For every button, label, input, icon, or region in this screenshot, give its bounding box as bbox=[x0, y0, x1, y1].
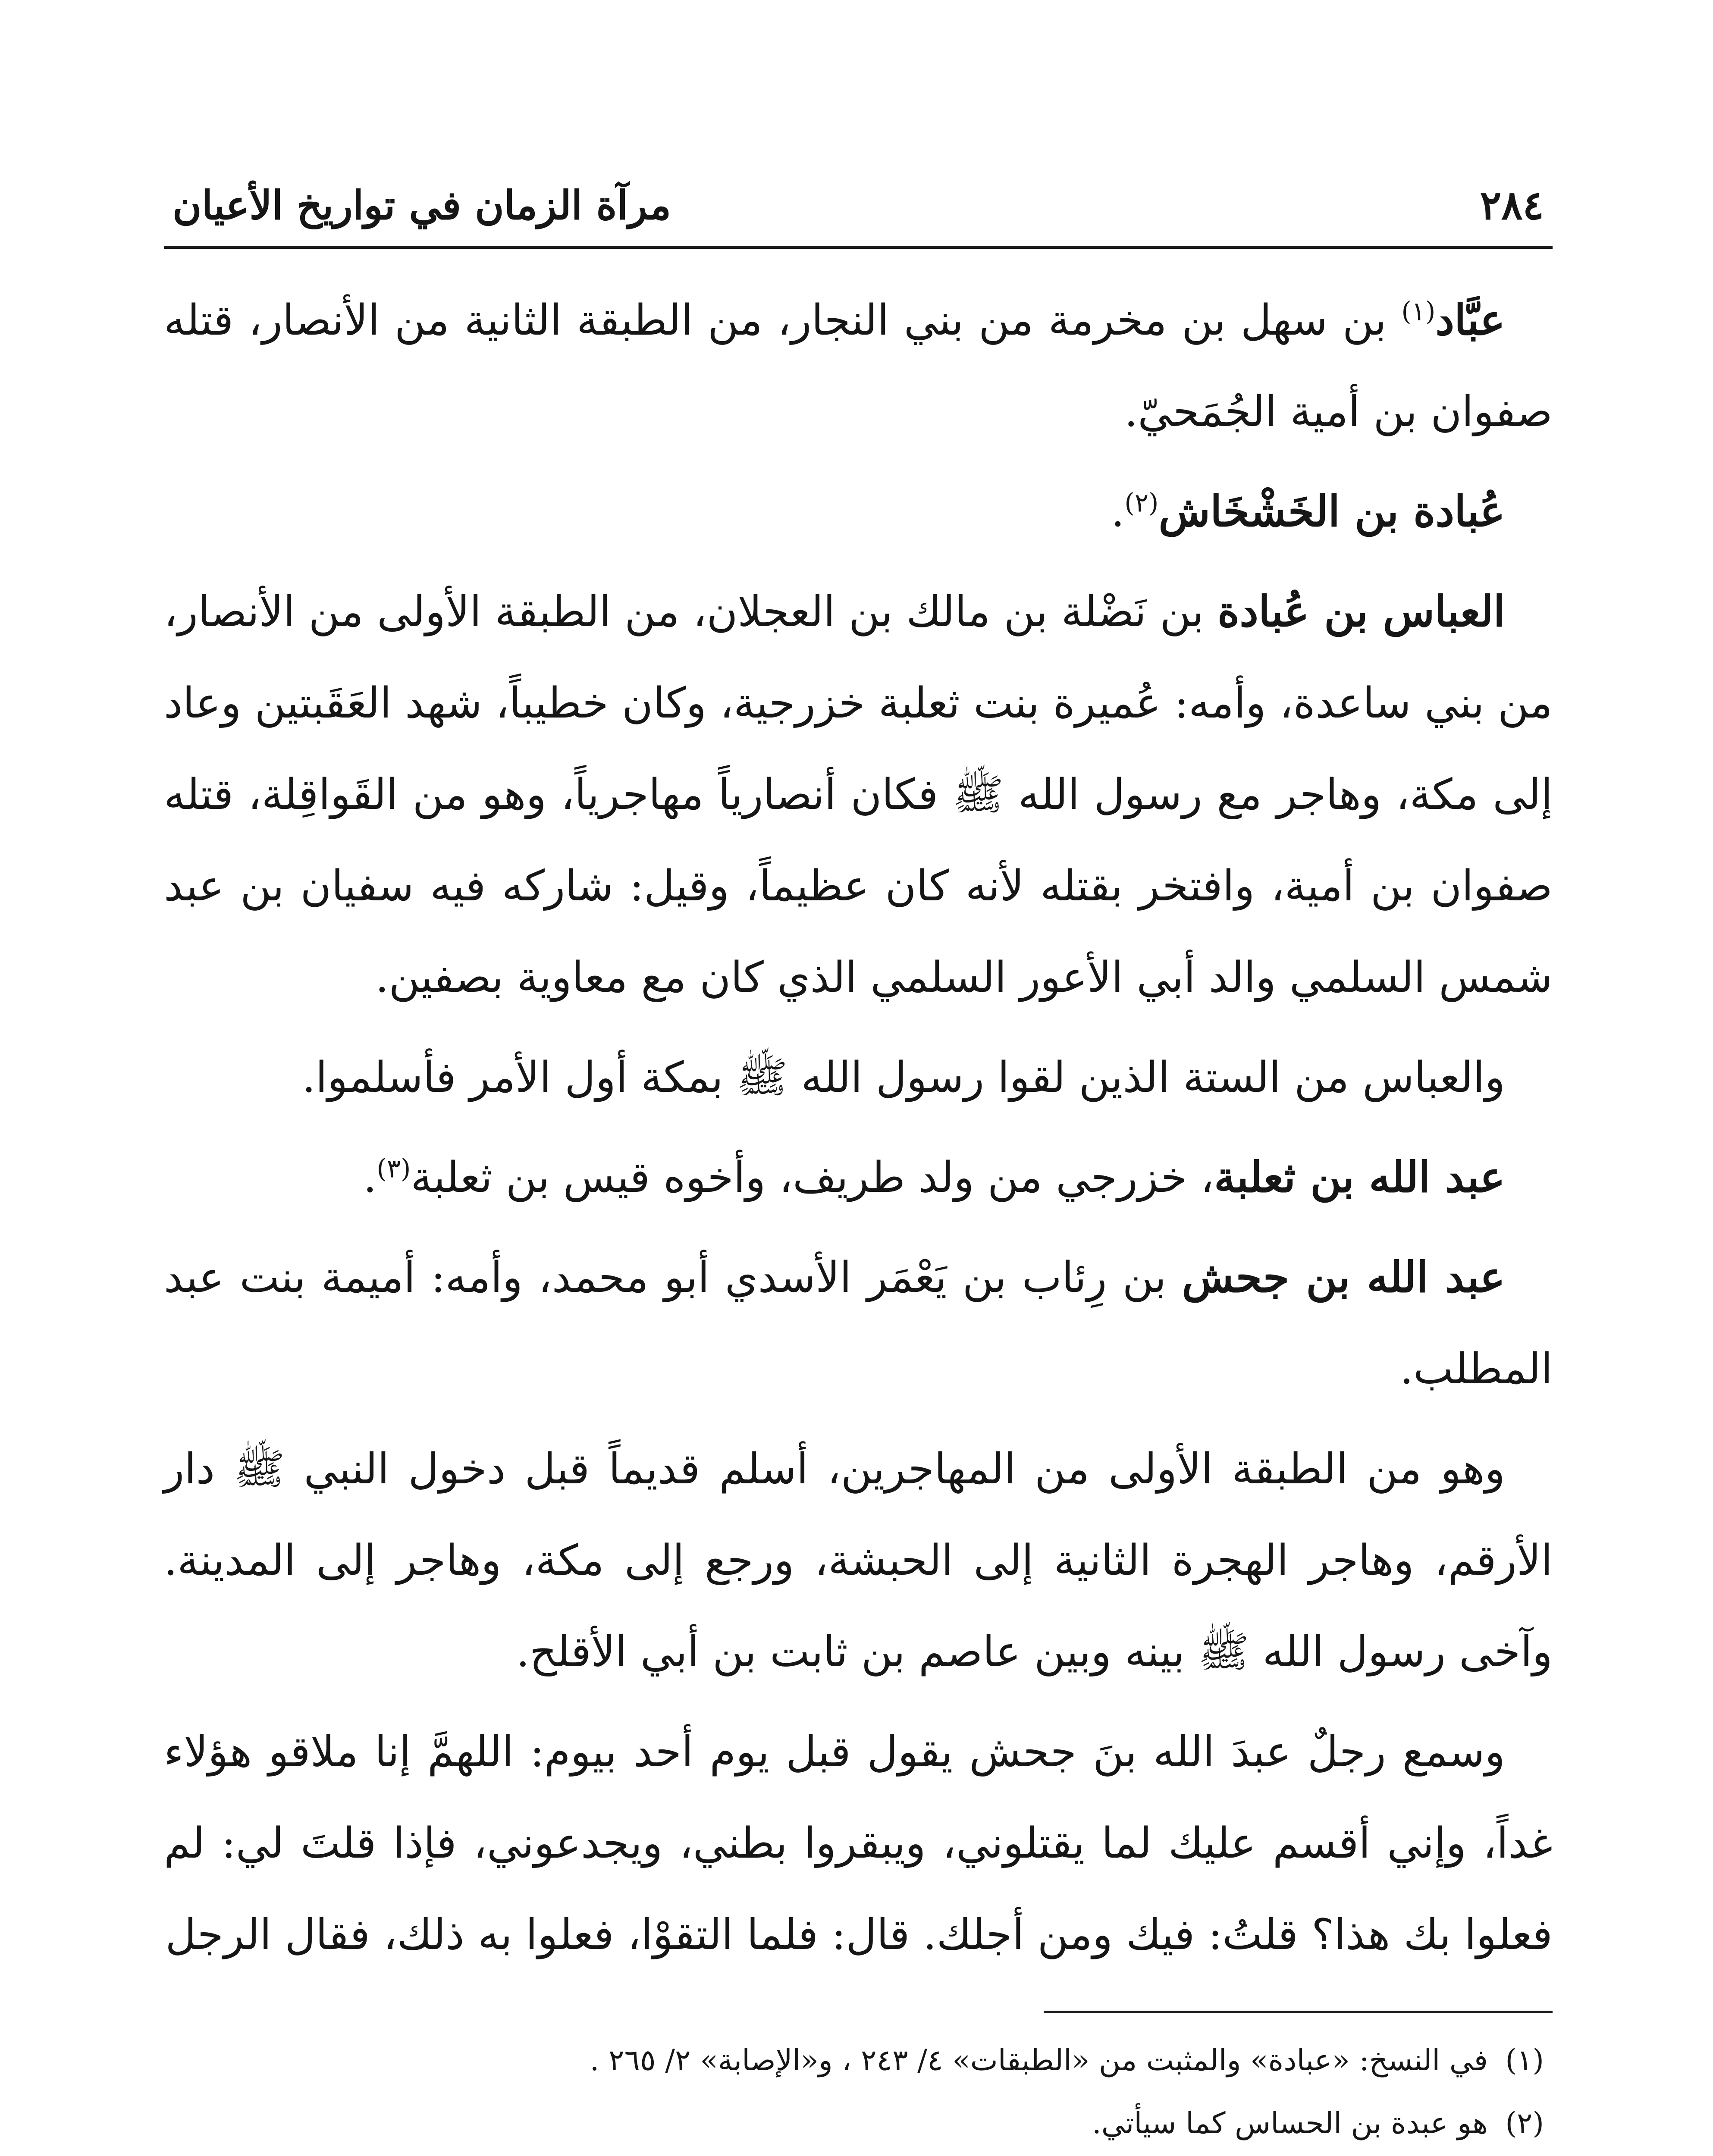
entry-text: بن نَضْلة بن مالك بن العجلان، من الطبقة الأولى من الأنصار، من بني ساعدة، وأمه: عُميرة بنت ثعلبة خزرجية، وكان خطيباً، شهد العَقَبتين وعاد إلى مكة، وهاجر مع رسول الله ﷺ فكان أنصارياً مهاجرياً، وهو من القَواقِلة، قتله صفوان بن أمية، وافتخر بقتله لأنه كان عظيماً، وقيل: شاركه فيه سفيان بن عبد شمس السلمي والد أبي الأعور السلمي الذي كان مع معاوية بصفين. bbox=[164, 587, 1553, 1002]
footnote-divider bbox=[1044, 2011, 1553, 2013]
footnote-text: في النسخ: «عبادة» والمثبت من «الطبقات» ٤/ ٢٤٣ ، و«الإصابة» ٢/ ٢٦٥ . bbox=[590, 2043, 1488, 2078]
running-title: مرآة الزمان في تواريخ الأعيان bbox=[173, 182, 671, 229]
footnote-number: (١) bbox=[1505, 2043, 1544, 2078]
paragraph-text: وسمع رجلٌ عبدَ الله بنَ جحش يقول قبل يوم أحد بيوم: اللهمَّ إنا ملاقو هؤلاء غداً، وإني أقسم عليك لما يقتلوني، ويبقروا بطني، ويجدعوني، فإذا قلتَ لي: لم فعلوا بك هذا؟ قلتُ: فيك ومن أجلك. قال: فلما التقوْا، فعلوا به ذلك، فقال الرجل bbox=[164, 1727, 1553, 1959]
footnotes bbox=[164, 2031, 1553, 2156]
entry-ubada-khashkhash bbox=[164, 466, 1553, 558]
footnote-text: هو عبدة بن الحساس كما سيأتي. bbox=[1092, 2106, 1488, 2140]
footnote-number: (٢) bbox=[1505, 2106, 1544, 2140]
entry-abbas bbox=[164, 566, 1553, 1023]
paragraph-text: وهو من الطبقة الأولى من المهاجرين، أسلم قديماً قبل دخول النبي ﷺ دار الأرقم، وهاجر الهجرة الثانية إلى الحبشة، ورجع إلى مكة، وهاجر إلى المدينة. وآخى رسول الله ﷺ بينه وبين عاصم بن ثابت بن أبي الأقلح. bbox=[164, 1445, 1553, 1677]
entry-name: عبد الله بن جحش bbox=[1182, 1253, 1505, 1302]
paragraph bbox=[164, 1423, 1553, 1698]
book-page bbox=[164, 160, 1553, 2156]
footnote-ref: (٢) bbox=[1124, 488, 1159, 518]
entry-text: بن رِئاب بن يَعْمَر الأسدي أبو محمد، وأمه: أميمة بنت عبد المطلب. bbox=[164, 1253, 1553, 1394]
entry-text: . bbox=[1111, 487, 1125, 536]
footnote-2 bbox=[164, 2093, 1553, 2154]
page-header bbox=[164, 160, 1553, 249]
entry-name: العباس بن عُبادة bbox=[1217, 587, 1505, 636]
entry-abdullah-jahsh bbox=[164, 1232, 1553, 1415]
footnote-1 bbox=[164, 2031, 1553, 2091]
entry-name: عُبادة بن الخَشْخَاش bbox=[1158, 487, 1505, 536]
entry-text: ، خزرجي من ولد طريف، وأخوه قيس بن ثعلبة bbox=[411, 1153, 1214, 1202]
main-text bbox=[164, 275, 1553, 1981]
paragraph bbox=[164, 1706, 1553, 1981]
entry-text: بن سهل بن مخرمة من بني النجار، من الطبقة الثانية من الأنصار، قتله صفوان بن أمية الجُمَحيّ. bbox=[164, 296, 1553, 436]
entry-name: عبد الله بن ثعلبة bbox=[1214, 1153, 1505, 1202]
footnote-ref: (١) bbox=[1401, 296, 1436, 327]
footnote-ref: (٣) bbox=[376, 1153, 411, 1184]
entry-abbad bbox=[164, 275, 1553, 458]
paragraph bbox=[164, 1032, 1553, 1123]
entry-name: عبَّاد bbox=[1435, 295, 1505, 345]
page-number: ٢٨٤ bbox=[1480, 182, 1544, 229]
paragraph-text: والعباس من الستة الذين لقوا رسول الله ﷺ بمكة أول الأمر فأسلموا. bbox=[302, 1053, 1505, 1102]
entry-abdullah-thalaba: عبد الله بن ثعلبة، خزرجي من ولد طريف، وأخوه قيس بن ثعلبة$^{(٣)}$. bbox=[363, 1153, 1505, 1202]
